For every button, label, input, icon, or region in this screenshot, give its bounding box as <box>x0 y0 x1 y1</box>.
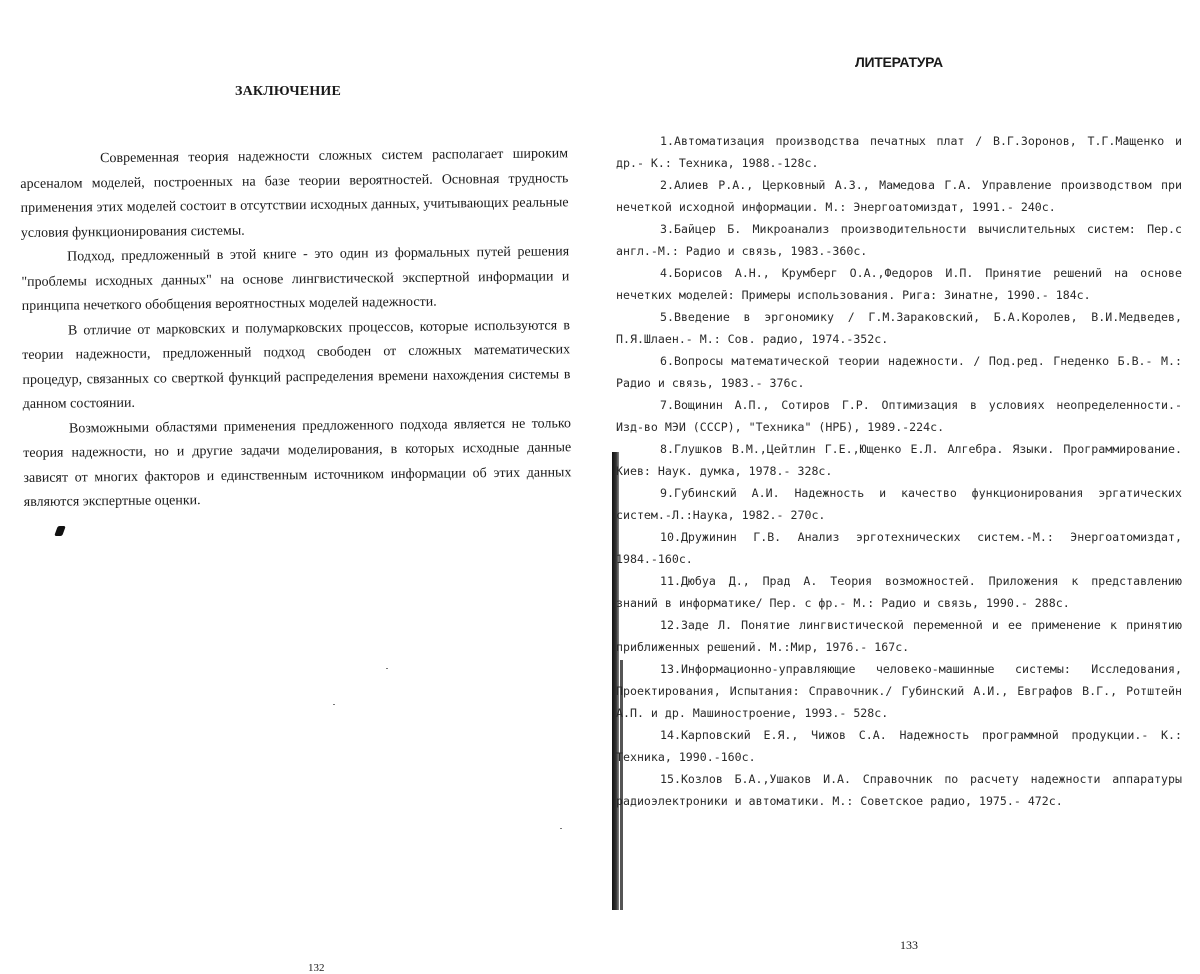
reference-item: 6.Вопросы математической теории надежности. / Под.ред. Гнеденко Б.В.- М.: Радио и связь, 1983.- 376с. <box>616 354 1182 390</box>
conclusion-paragraph-4: Возможными областями применения предложенного подхода является не только теория надежности, но и другие задачи моделирования, в которых исходные данные зависят от многих факторов и единственным источником информации об этих данных являются экспертные оценки. <box>23 415 572 510</box>
reference-item: 10.Дружинин Г.В. Анализ эрготехнических систем.-М.: Энергоатомиздат, 1984.-160с. <box>616 530 1182 566</box>
reference-item: 8.Глушков В.М.,Цейтлин Г.Е.,Ющенко Е.Л. Алгебра. Языки. Программирование. Киев: Наук. думка, 1978.- 328с. <box>616 442 1182 478</box>
reference-item: 7.Вощинин А.П., Сотиров Г.Р. Оптимизация в условиях неопределенности.- Изд-во МЭИ (СССР), "Техника" (НРБ), 1989.-224с. <box>616 398 1182 434</box>
right-page <box>600 0 1200 969</box>
reference-item: 3.Байцер Б. Микроанализ производительности вычислительных систем: Пер.с англ.-М.: Радио и связь, 1983.-360с. <box>616 222 1182 258</box>
left-page-number: 132 <box>308 962 325 974</box>
reference-item: 11.Дюбуа Д., Прад А. Теория возможностей. Приложения к представлению знаний в информатике/ Пер. с фр.- М.: Радио и связь, 1990.- 288с. <box>616 574 1182 610</box>
scan-artifact-mark <box>54 526 66 536</box>
references-title: ЛИТЕРАТУРА <box>855 54 943 70</box>
conclusion-paragraph-1: Современная теория надежности сложных систем располагает широким арсеналом моделей, построенных на базе теории вероятностей. Основная трудность применения этих моделей состоит в отсутствии исходных данных, учитывающих реальные условия функционирования системы. <box>20 146 569 241</box>
reference-item: 12.Заде Л. Понятие лингвистической переменной и ее применение к принятию приближенных решений. М.:Мир, 1976.- 167с. <box>616 618 1182 654</box>
conclusion-paragraph-3: В отличие от марковских и полумарковских процессов, которые используются в теории надежности, предложенный подход свободен от сложных математических процедур, связанных со сверткой функций распределения времени нахождения системы в данном состоянии. <box>22 317 571 412</box>
reference-item: 1.Автоматизация производства печатных плат / В.Г.Зоронов, Т.Г.Мащенко и др.- К.: Техника, 1988.-128с. <box>616 134 1182 170</box>
conclusion-body <box>20 142 572 515</box>
reference-item: 9.Губинский А.И. Надежность и качество функционирования эргатических систем.-Л.:Наука, 1982.- 270с. <box>616 486 1182 522</box>
scan-speck <box>560 828 562 829</box>
reference-item: 13.Информационно-управляющие человеко-машинные системы: Исследования, Проектирования, Испытания: Справочник./ Губинский А.И., Евграфов В.Г., Ротштейн А.П. и др. Машиностроение, 1993.- 528с. <box>616 662 1182 720</box>
reference-item: 2.Алиев Р.А., Церковный А.З., Мамедова Г.А. Управление производством при нечеткой исходной информации. М.: Энергоатомиздат, 1991.- 240с. <box>616 178 1182 214</box>
conclusion-paragraph-2: Подход, предложенный в этой книге - это один из формальных путей решения "проблемы исходных данных" на основе лингвистической экспертной информации и принципа нечеткого обобщения вероятностных моделей надежности. <box>21 244 570 314</box>
reference-item: 14.Карповский Е.Я., Чижов С.А. Надежность программной продукции.- К.: Техника, 1990.-160с. <box>616 728 1182 764</box>
conclusion-title: ЗАКЛЮЧЕНИЕ <box>235 84 342 99</box>
reference-item: 15.Козлов Б.А.,Ушаков И.А. Справочник по расчету надежности аппаратуры радиоэлектроники и автоматики. М.: Советское радио, 1975.- 472с. <box>616 772 1182 808</box>
scan-speck <box>386 668 388 669</box>
reference-item: 5.Введение в эргономику / Г.М.Зараковский, Б.А.Королев, В.И.Медведев, П.Я.Шлаен.- М.: Сов. радио, 1974.-352с. <box>616 310 1182 346</box>
references-list <box>616 130 1182 812</box>
scan-speck <box>333 704 335 705</box>
right-page-number: 133 <box>900 938 918 952</box>
reference-item: 4.Борисов А.Н., Крумберг О.А.,Федоров И.П. Принятие решений на основе нечетких моделей: Примеры использования. Рига: Зинатне, 1990.- 184с. <box>616 266 1182 302</box>
